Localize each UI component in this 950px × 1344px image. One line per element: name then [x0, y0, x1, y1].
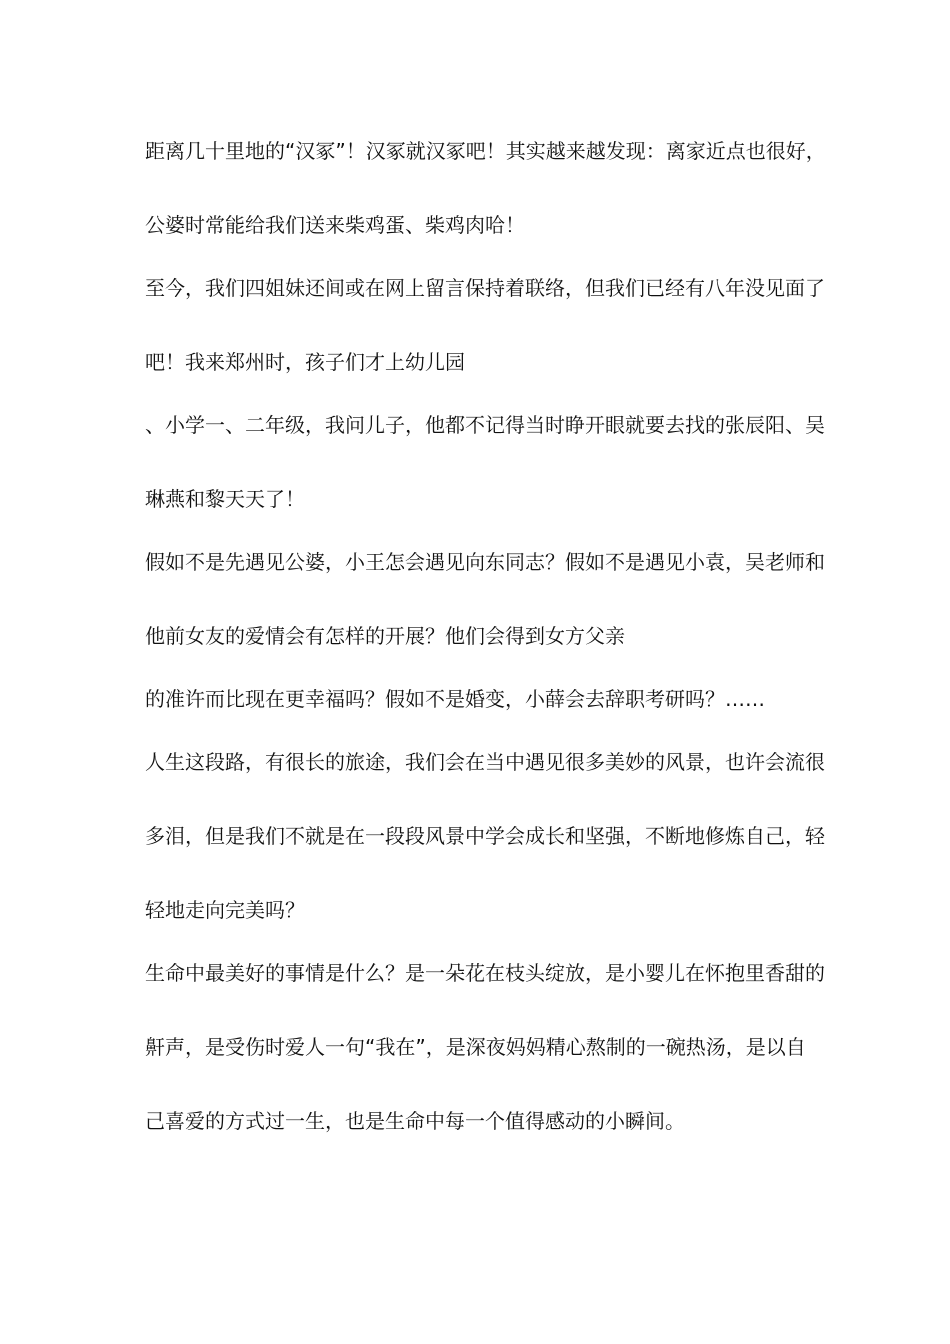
text-line: 距离几十里地的“汉冢”！汉冢就汉冢吧！其实越来越发现：离家近点也很好， — [145, 139, 826, 163]
text-line: 生命中最美好的事情是什么？是一朵花在枝头绽放，是小婴儿在怀抱里香甜的 — [145, 961, 825, 985]
text-line: 轻地走向完美吗？ — [145, 898, 305, 922]
text-line: 琳燕和黎天天了！ — [145, 487, 305, 511]
text-line: 、小学一、二年级，我问儿子，他都不记得当时睁开眼就要去找的张辰阳、吴 — [145, 413, 825, 437]
text-line: 己喜爱的方式过一生，也是生命中每一个值得感动的小瞬间。 — [145, 1109, 685, 1133]
text-line: 公婆时常能给我们送来柴鸡蛋、柴鸡肉哈！ — [145, 213, 525, 237]
text-line: 人生这段路，有很长的旅途，我们会在当中遇见很多美妙的风景，也许会流很 — [145, 750, 825, 774]
text-line: 的准许而比现在更幸福吗？假如不是婚变，小薛会去辞职考研吗？…… — [145, 687, 765, 711]
text-line: 吧！我来郑州时，孩子们才上幼儿园 — [145, 350, 465, 374]
text-line: 鼾声，是受伤时爱人一句“我在”，是深夜妈妈精心熬制的一碗热汤，是以自 — [145, 1035, 806, 1059]
text-line: 至今，我们四姐妹还间或在网上留言保持着联络，但我们已经有八年没见面了 — [145, 276, 825, 300]
text-line: 多泪，但是我们不就是在一段段风景中学会成长和坚强，不断地修炼自己，轻 — [145, 824, 825, 848]
text-line: 他前女友的爱情会有怎样的开展？他们会得到女方父亲 — [145, 624, 625, 648]
text-line: 假如不是先遇见公婆，小王怎会遇见向东同志？假如不是遇见小袁，吴老师和 — [145, 550, 825, 574]
